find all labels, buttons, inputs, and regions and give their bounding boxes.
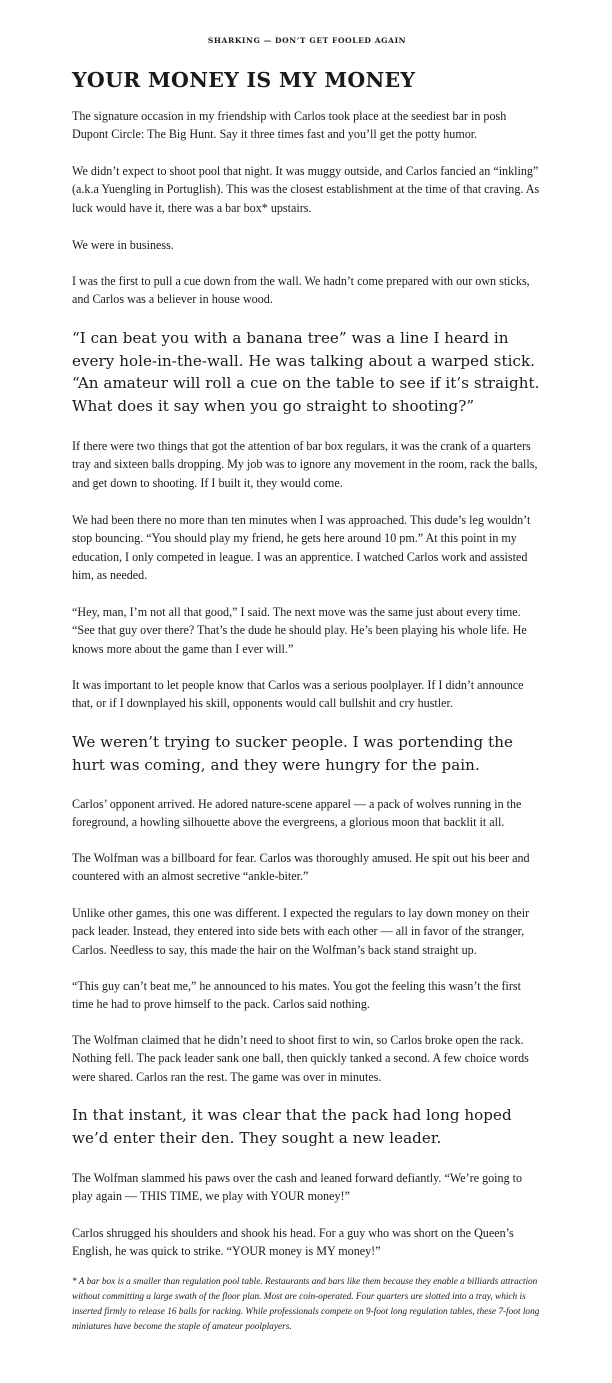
paragraph: I was the first to pull a cue down from the wall. We hadn’t come prepared with our own sticks, and Carlos was a believer in house wood. bbox=[72, 274, 530, 307]
pull-quote: “I can beat you with a banana tree” was a line I heard in every hole-in-the-wall. He was talking about a warped stick. “An amateur will roll a cue on the table to see if it’s straight. What does it say when you go straight to shooting?” bbox=[72, 329, 540, 415]
paragraph: We didn’t expect to shoot pool that night. It was muggy outside, and Carlos fancied an “inkling” (a.k.a Yuengling in Portuglish). This was the closest establishment at the time of that craving. As luck would have it, there was a bar box* upstairs. bbox=[72, 164, 540, 215]
pull-quote: We weren’t trying to sucker people. I was portending the hurt was coming, and they were hungry for the pain. bbox=[72, 733, 513, 774]
article-title: YOUR MONEY IS MY MONEY bbox=[72, 68, 416, 92]
footnote: * A bar box is a smaller than regulation pool table. Restaurants and bars like them because they enable a billiards attraction without committing a large swath of the floor plan. Most are coin-operated. Four quarters are slotted into a tray, which is inserted firmly to release 16 balls for racking. While professionals compete on 9-foot long regulation tables, these 7-foot long miniatures have become the staple of amateur poolplayers. bbox=[72, 1277, 540, 1332]
paragraph: Carlos’ opponent arrived. He adored nature-scene apparel — a pack of wolves running in the foreground, a howling silhouette above the evergreens, a glorious moon that backlit it all. bbox=[72, 797, 522, 830]
paragraph: Unlike other games, this one was different. I expected the regulars to lay down money on their pack leader. Instead, they entered into side bets with each other — all in favor of the stranger, Carlos. Needless to say, this made the hair on the Wolfman’s back stand straight up. bbox=[72, 906, 530, 957]
paragraph: If there were two things that got the attention of bar box regulars, it was the crank of a quarters tray and sixteen balls dropping. My job was to ignore any movement in the room, rack the balls, and get down to shooting. If I built it, they would come. bbox=[72, 439, 538, 490]
running-head: SHARKING — DON’T GET FOOLED AGAIN bbox=[207, 36, 407, 45]
paragraph: “Hey, man, I’m not all that good,” I said. The next move was the same just about every time. “See that guy over there? That’s the dude he should play. He’s been playing his whole life. He knows more about the game than I ever will.” bbox=[72, 605, 527, 656]
pull-quote: In that instant, it was clear that the pack had long hoped we’d enter their den. They sought a new leader. bbox=[72, 1106, 512, 1147]
paragraph: It was important to let people know that Carlos was a serious poolplayer. If I didn’t announce that, or if I downplayed his skill, opponents would call bullshit and cry hustler. bbox=[72, 678, 524, 711]
paragraph: The Wolfman slammed his paws over the cash and leaned forward defiantly. “We’re going to play again — THIS TIME, we play with YOUR money!” bbox=[72, 1171, 523, 1204]
paragraph: We had been there no more than ten minutes when I was approached. This dude’s leg wouldn’t stop bouncing. “You should play my friend, he gets here around 10 pm.” At this point in my education, I only competed in league. I was an apprentice. I watched Carlos work and assisted him, as needed. bbox=[72, 513, 531, 583]
paragraph: The Wolfman claimed that he didn’t need to shoot first to win, so Carlos broke open the rack. Nothing fell. The pack leader sank one ball, then quickly tanked a second. A few choice words were shared. Carlos ran the rest. The game was over in minutes. bbox=[72, 1033, 529, 1084]
paragraph: Carlos shrugged his shoulders and shook his head. For a guy who was short on the Queen’s English, he was quick to strike. “YOUR money is MY money!” bbox=[72, 1226, 514, 1259]
paragraph: We were in business. bbox=[72, 238, 174, 252]
paragraph: The Wolfman was a billboard for fear. Carlos was thoroughly amused. He spit out his beer and countered with an almost secretive “ankle-biter.” bbox=[72, 851, 530, 884]
paragraph: The signature occasion in my friendship with Carlos took place at the seediest bar in posh Dupont Circle: The Big Hunt. Say it three times fast and you’ll get the potty humor. bbox=[72, 109, 507, 142]
paragraph: “This guy can’t beat me,” he announced to his mates. You got the feeling this wasn’t the first time he had to prove himself to the pack. Carlos said nothing. bbox=[72, 979, 521, 1012]
